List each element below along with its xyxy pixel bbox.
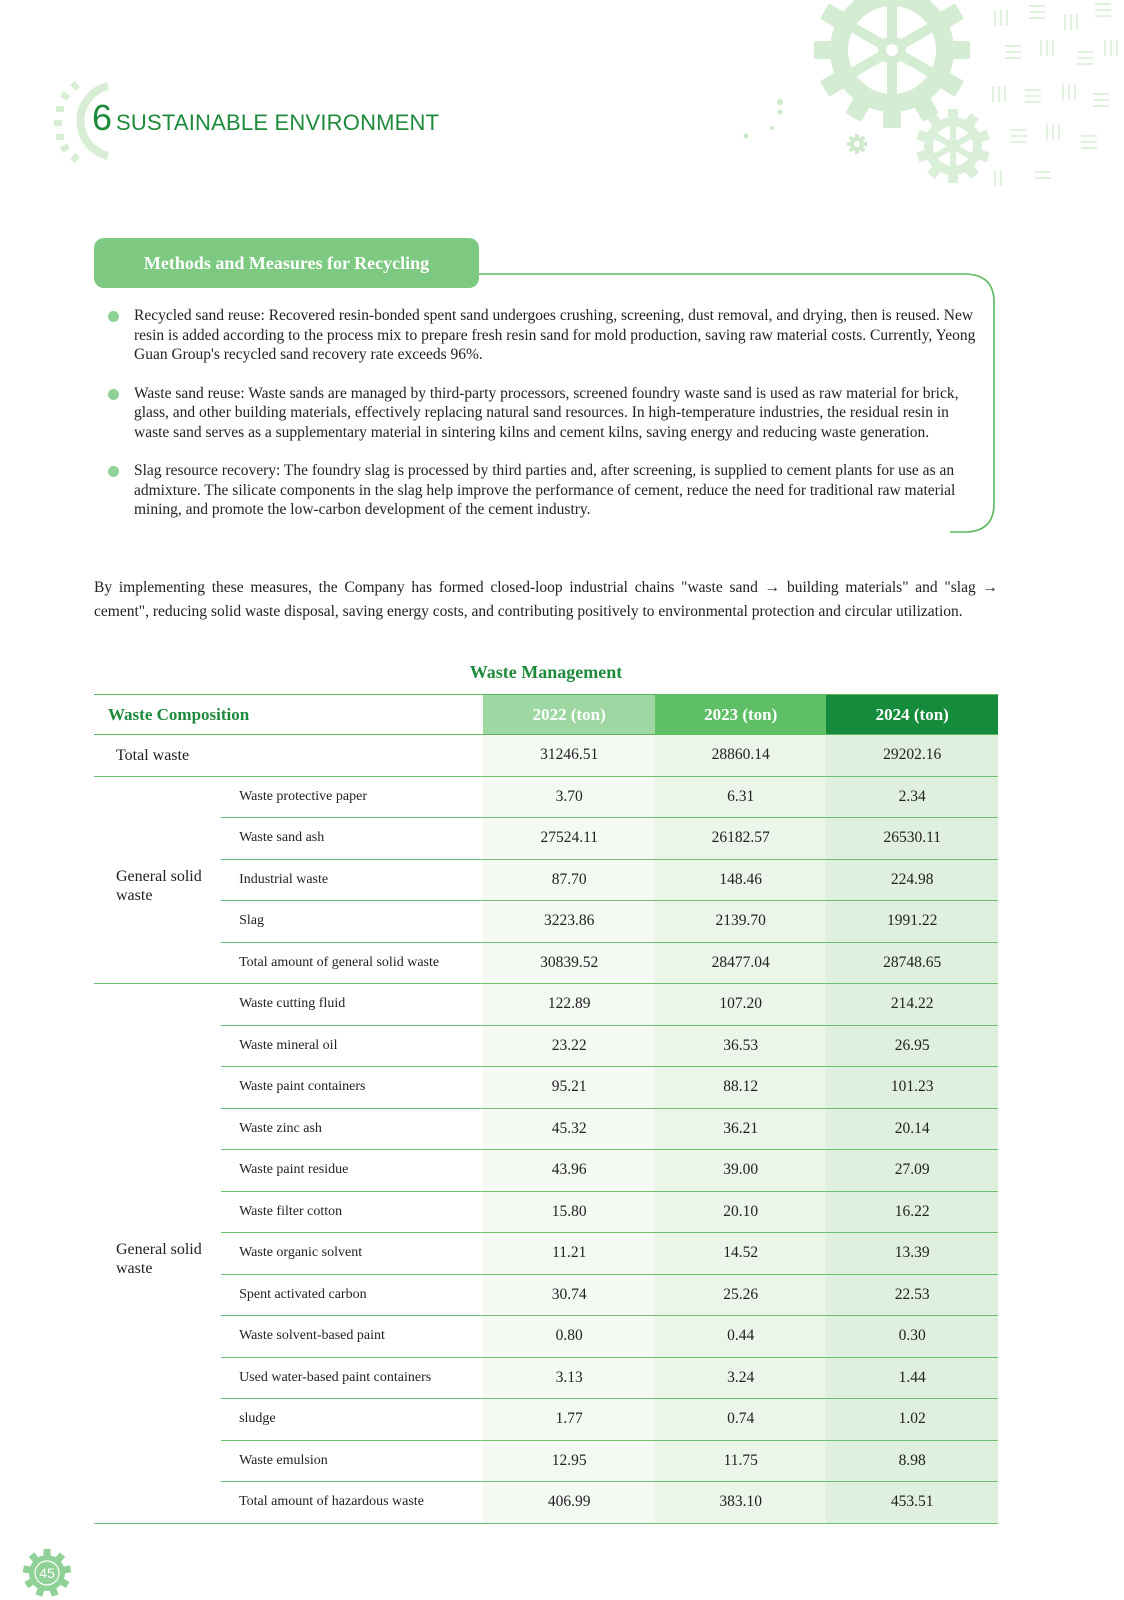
table-row [94,1357,998,1399]
item-label: Used water-based paint containers [221,1357,483,1399]
table-row [94,1067,998,1109]
value-cell-2024: 101.23 [826,1067,998,1109]
value-cell-2022: 27524.11 [483,818,655,860]
value-cell-2024: 26.95 [826,1025,998,1067]
value-cell-2022: 0.80 [483,1316,655,1358]
total-waste-2024: 29202.16 [826,735,998,777]
value-cell-2022: 23.22 [483,1025,655,1067]
table-row [94,1440,998,1482]
value-cell-2023: 107.20 [655,984,827,1026]
value-cell-2023: 3.24 [655,1357,827,1399]
table-row [94,901,998,943]
value-cell-2024: 8.98 [826,1440,998,1482]
value-cell-2022: 11.21 [483,1233,655,1275]
total-waste-2023: 28860.14 [655,735,827,777]
value-cell-2022: 30.74 [483,1274,655,1316]
table-header-row [94,695,998,735]
item-label: Waste paint containers [221,1067,483,1109]
table-row [94,1150,998,1192]
bullet-slag-recovery: Slag resource recovery: The foundry slag is processed by third parties and, after screening, is supplied to cement plants for use as an admixture. The silicate components in the slag help improve the performance of cement, reduce the need for traditional raw material mining, and promote the low-carbon development of the cement industry. [108,461,978,520]
category-cell: General solid waste [94,984,221,1524]
value-cell-2023: 11.75 [655,1440,827,1482]
value-cell-2023: 39.00 [655,1150,827,1192]
waste-management-table [94,694,998,1524]
value-cell-2022: 1.77 [483,1399,655,1441]
value-cell-2024: 1.44 [826,1357,998,1399]
value-cell-2022: 3.70 [483,776,655,818]
table-row [94,1191,998,1233]
value-cell-2024: 1991.22 [826,901,998,943]
value-cell-2023: 26182.57 [655,818,827,860]
value-cell-2024: 26530.11 [826,818,998,860]
value-cell-2022: 30839.52 [483,942,655,984]
chapter-number: 6 [92,97,113,138]
table-row [94,1274,998,1316]
table-row [94,859,998,901]
item-label: Waste mineral oil [221,1025,483,1067]
item-label: sludge [221,1399,483,1441]
value-cell-2023: 6.31 [655,776,827,818]
item-label: Total amount of hazardous waste [221,1482,483,1524]
item-label: Waste zinc ash [221,1108,483,1150]
table-row [94,818,998,860]
table-row [94,1316,998,1358]
value-cell-2023: 36.21 [655,1108,827,1150]
table-row [94,1399,998,1441]
recycling-section [94,238,998,540]
recycling-bullets [108,306,978,539]
header-waste-composition: Waste Composition [94,695,483,735]
value-cell-2024: 20.14 [826,1108,998,1150]
value-cell-2023: 14.52 [655,1233,827,1275]
table-row [94,1233,998,1275]
value-cell-2023: 148.46 [655,859,827,901]
value-cell-2022: 87.70 [483,859,655,901]
value-cell-2024: 22.53 [826,1274,998,1316]
value-cell-2023: 2139.70 [655,901,827,943]
small-gear-icon [915,108,991,184]
page-number-badge [22,1548,72,1598]
hatch-pattern [985,0,1124,200]
value-cell-2024: 16.22 [826,1191,998,1233]
value-cell-2022: 12.95 [483,1440,655,1482]
value-cell-2023: 383.10 [655,1482,827,1524]
value-cell-2022: 15.80 [483,1191,655,1233]
value-cell-2022: 95.21 [483,1067,655,1109]
section-tab: Methods and Measures for Recycling [94,238,479,288]
item-label: Spent activated carbon [221,1274,483,1316]
value-cell-2022: 3223.86 [483,901,655,943]
table-row [94,1108,998,1150]
table-row [94,1482,998,1524]
value-cell-2022: 45.32 [483,1108,655,1150]
item-label: Slag [221,901,483,943]
chapter-title: SUSTAINABLE ENVIRONMENT [116,110,440,135]
item-label: Total amount of general solid waste [221,942,483,984]
table-row [94,942,998,984]
value-cell-2024: 13.39 [826,1233,998,1275]
intro-paragraph: By implementing these measures, the Company has formed closed-loop industrial chains "waste sand → building materials" and "slag → cement", reducing solid waste disposal, saving energy costs, and contributing positively to environmental protection and circular utilization. [94,579,998,620]
item-label: Waste paint residue [221,1150,483,1192]
page-number: 45 [39,1565,55,1581]
chapter-header [92,97,440,138]
item-label: Industrial waste [221,859,483,901]
value-cell-2023: 20.10 [655,1191,827,1233]
item-label: Waste cutting fluid [221,984,483,1026]
value-cell-2023: 88.12 [655,1067,827,1109]
category-cell: General solid waste [94,776,221,984]
value-cell-2023: 0.74 [655,1399,827,1441]
total-waste-2022: 31246.51 [483,735,655,777]
value-cell-2022: 122.89 [483,984,655,1026]
value-cell-2024: 224.98 [826,859,998,901]
bullet-recycled-sand: Recycled sand reuse: Recovered resin-bonded spent sand undergoes crushing, screening, dust removal, and drying, then is reused. New resin is added according to the process mix to prepare fresh resin sand for mold production, saving raw material costs. Currently, Yeong Guan Group's recycled sand recovery rate exceeds 96%. [108,306,978,365]
item-label: Waste organic solvent [221,1233,483,1275]
value-cell-2022: 406.99 [483,1482,655,1524]
header-2022: 2022 (ton) [483,695,655,735]
table-title: Waste Management [469,662,623,682]
value-cell-2024: 27.09 [826,1150,998,1192]
value-cell-2023: 0.44 [655,1316,827,1358]
decorative-dots [740,90,820,150]
value-cell-2024: 2.34 [826,776,998,818]
value-cell-2024: 28748.65 [826,942,998,984]
value-cell-2023: 25.26 [655,1274,827,1316]
value-cell-2024: 0.30 [826,1316,998,1358]
table-row [94,776,998,818]
value-cell-2023: 36.53 [655,1025,827,1067]
item-label: Waste filter cotton [221,1191,483,1233]
value-cell-2022: 3.13 [483,1357,655,1399]
item-label: Waste emulsion [221,1440,483,1482]
value-cell-2023: 28477.04 [655,942,827,984]
total-waste-label: Total waste [94,735,483,777]
table-row [94,1025,998,1067]
value-cell-2024: 214.22 [826,984,998,1026]
table-row [94,984,998,1026]
bullet-waste-sand: Waste sand reuse: Waste sands are managed by third-party processors, screened foundry waste sand is used as raw material for brick, glass, and other building materials, effectively replacing natural sand resources. In high-temperature industries, the residual resin in waste sand serves as a supplementary material in sintering kilns and cement kilns, saving energy and reducing waste generation. [108,384,978,443]
value-cell-2024: 453.51 [826,1482,998,1524]
item-label: Waste sand ash [221,818,483,860]
item-label: Waste protective paper [221,776,483,818]
tiny-gear-icon [847,134,867,154]
header-2024: 2024 (ton) [826,695,998,735]
value-cell-2024: 1.02 [826,1399,998,1441]
table-row [94,735,998,777]
value-cell-2022: 43.96 [483,1150,655,1192]
header-2023: 2023 (ton) [655,695,827,735]
item-label: Waste solvent-based paint [221,1316,483,1358]
